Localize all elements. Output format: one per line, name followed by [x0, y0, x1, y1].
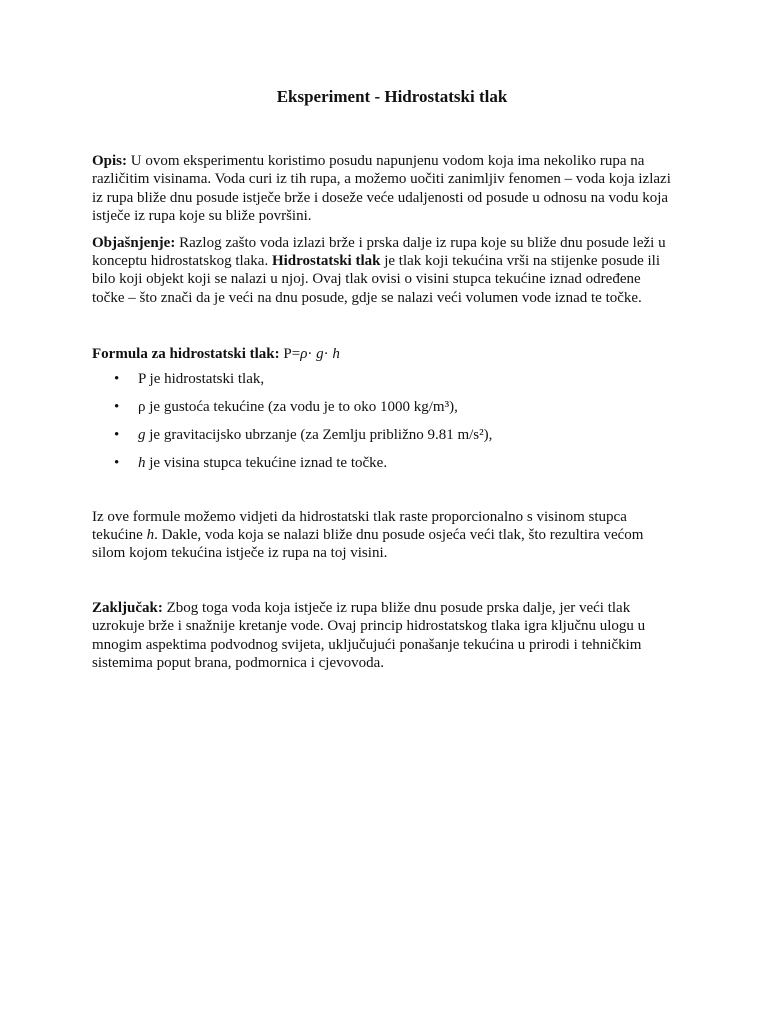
definition-text: je visina stupca tekućine iznad te točke. — [145, 454, 388, 471]
paragraph-formula-conclusion — [92, 508, 676, 563]
formula-p: P= — [279, 346, 301, 363]
definition-text: je gravitacijsko ubrzanje (za Zemlju približno 9.81 m/s²), — [145, 426, 493, 443]
objasnjenje-label: Objašnjenje: — [92, 234, 176, 251]
objasnjenje-text-after: je tlak koji tekućina vrši na stijenke posude ili bilo koji objekt koji se nalazi u njoj. Ovaj tlak ovisi o visini stupca tekućine iznad određene točke – što znači da je veći na dnu posude, gdje se nalazi veći volumen vode iznad te točke. — [92, 253, 660, 306]
formula-dot-1: · — [307, 346, 317, 363]
definition-symbol: g — [138, 426, 146, 443]
list-item — [92, 370, 676, 388]
list-item — [92, 426, 676, 444]
formula-rho: ρ — [300, 346, 308, 363]
formula-conclusion-text-before: Iz ove formule možemo vidjeti da hidrostatski tlak raste proporcionalno s visinom stupca tekućine — [92, 508, 627, 544]
formula-line — [92, 345, 676, 363]
document-title: Eksperiment - Hidrostatski tlak — [276, 87, 508, 106]
formula-h: h — [332, 346, 340, 363]
zakljucak-label: Zaključak: — [92, 599, 163, 616]
paragraph-opis — [92, 152, 676, 226]
opis-label: Opis: — [92, 153, 128, 169]
definition-symbol: ρ — [138, 398, 146, 415]
formula-dot-2: · — [323, 346, 333, 363]
list-item — [92, 398, 676, 416]
paragraph-objasnjenje — [92, 234, 676, 308]
formula-g: g — [316, 346, 324, 363]
definition-text: je hidrostatski tlak, — [145, 370, 265, 387]
objasnjenje-term: Hidrostatski tlak — [271, 253, 381, 270]
definition-symbol: P — [138, 370, 146, 387]
formula-conclusion-text-after: . Dakle, voda koja se nalazi bliže dnu posude osjeća veći tlak, što rezultira većom silom kojom tekućina istječe iz rupa na toj visini. — [92, 527, 644, 562]
formula-conclusion-h: h — [146, 527, 155, 544]
objasnjenje-text-before: Razlog zašto voda izlazi brže i prska dalje iz rupa koje su bliže dnu posude leži u konceptu hidrostatskog tlaka. — [92, 234, 666, 270]
bullet-icon: • — [114, 426, 120, 443]
definition-symbol: h — [138, 454, 146, 471]
bullet-icon: • — [114, 398, 120, 415]
formula-definitions-list — [92, 370, 676, 472]
formula-label: Formula za hidrostatski tlak: — [92, 346, 280, 363]
zakljucak-text: Zbog toga voda koja istječe iz rupa bliže dnu posude prska dalje, jer veći tlak uzrokuje brže i snažnije kretanje vode. Ovaj princip hidrostatskog tlaka igra ključnu ulogu u mnogim aspektima podvodnog svijeta, uključujući ponašanje tekućina u prirodi i tehničkim sistemima poput brana, podmornica i cjevovoda. — [92, 599, 646, 672]
list-item — [92, 454, 676, 472]
definition-text: je gustoća tekućine (za vodu je to oko 1000 kg/m³), — [145, 398, 458, 415]
paragraph-zakljucak — [92, 599, 676, 673]
bullet-icon: • — [114, 454, 120, 471]
bullet-icon: • — [114, 370, 120, 387]
opis-text: U ovom eksperimentu koristimo posudu napunjenu vodom koja ima nekoliko rupa na različitim visinama. Voda curi iz tih rupa, a možemo uočiti zanimljiv fenomen – voda koja izlazi iz rupa bliže dnu posude istječe brže i doseže veće udaljenosti od posude u odnosu na vodu koja istječe iz rupa koje su bliže površini. — [92, 153, 671, 225]
